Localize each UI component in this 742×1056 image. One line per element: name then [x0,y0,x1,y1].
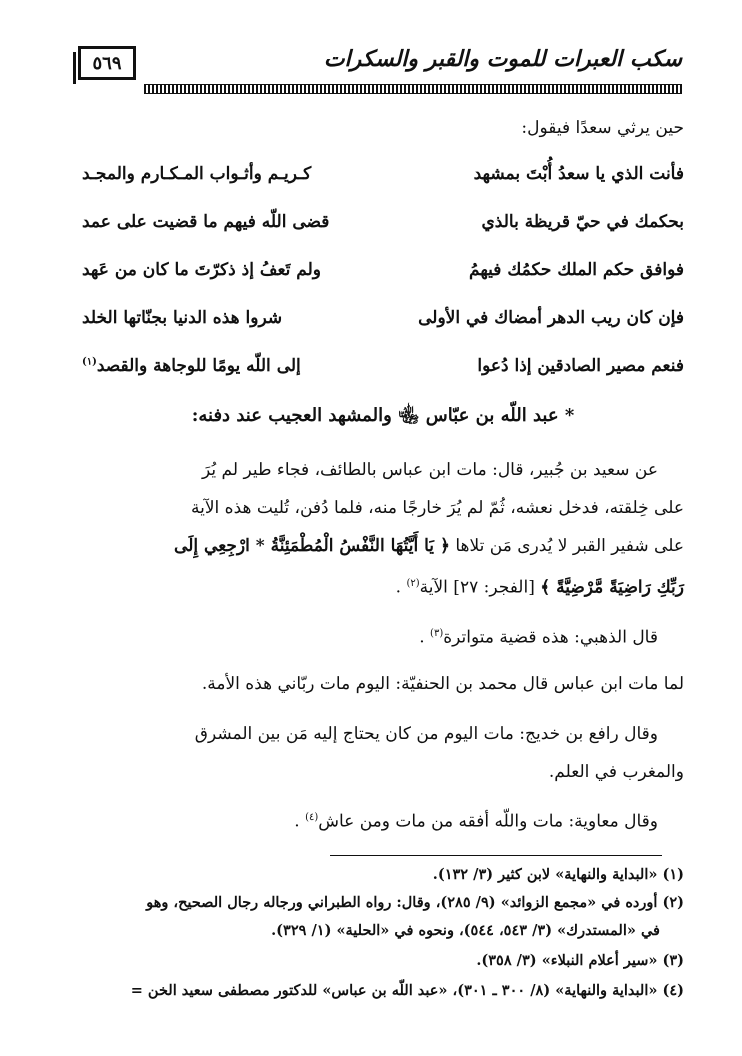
verse-first-hemistich: فوافق حكم الملك حكمُك فيهمُ [469,260,684,280]
paragraph-line [82,534,684,558]
verse-first-hemistich: فإن كان ريب الدهر أمضاك في الأولى [418,308,684,328]
footnote: (١) «البداية والنهاية» لابن كثير (٣/ ١٣٢). [432,866,684,883]
verse-second-hemistich: شروا هذه الدنيا بجنّاتها الخلد [82,308,283,328]
verse-text: إلى اللّه يومًا للوجاهة والقصد [96,356,301,376]
footnote-ref: (١) [82,356,97,368]
footnote-ref: (٣) [430,628,444,639]
footnote: (٢) أورده في «مجمع الزوائد» (٩/ ٢٨٥)، وقال: رواه الطبراني ورجاله رجال الصحيح، وهو [146,894,684,911]
footnote: في «المستدرك» (٣/ ٥٤٣، ٥٤٤)، ونحوه في «الحلية» (١/ ٣٢٩). [271,922,660,939]
dhahabi-text: قال الذهبي: هذه قضية متواترة [443,627,658,648]
paragraph-text: على شفير القبر لا يُدرى مَن تلاها [455,536,684,556]
intro-line: حين يرثي سعدًا فيقول: [521,118,684,138]
footnote-ref: (٢) [406,578,420,589]
verse-row [82,260,684,290]
section-heading: * عبد اللّه بن عبّاس ﵄ والمشهد العجيب عند دفنه: [191,405,575,426]
footnote-ref: (٤) [305,812,319,823]
quran-verse: رَبِّكِ رَاضِيَةً مَّرْضِيَّةً ﴾ [540,577,684,598]
verse-row [82,356,684,386]
hanafiyya-line: لما مات ابن عباس قال محمد بن الحنفيّة: اليوم مات ربّاني هذه الأمة. [201,674,684,694]
verse-first-hemistich: فنعم مصير الصادقين إذا دُعوا [477,356,684,376]
rafi-line: والمغرب في العلم. [548,762,684,782]
verse-second-hemistich: كـريـم وأثـواب المـكـارم والمجـد [82,164,312,184]
verse-second-hemistich [82,356,301,376]
footnote-divider [330,855,662,856]
footnote: (٤) «البداية والنهاية» (٨/ ٣٠٠ ـ ٣٠١)، «عبد اللّه بن عباس» للدكتور مصطفى سعيد الخن = [130,982,684,999]
muawiya-line: وقال معاوية: مات واللّه أفقه من مات ومن عاش$^{(٤)}$ . [294,811,658,832]
paragraph-line: على خِلقته، فدخل نعشه، ثُمّ لم يُرَ خارجًا منه، فلما دُفن، تُليت هذه الآية [191,498,684,518]
paragraph-line: عن سعيد بن جُبير، قال: مات ابن عباس بالطائف، فجاء طير لم يُرَ [202,460,658,480]
verse-first-hemistich: فأنت الذي يا سعدُ أُبْتَ بمشهد [473,164,684,184]
header-rule [144,84,682,94]
muawiya-text: وقال معاوية: مات واللّه أفقه من مات ومن عاش [318,811,658,832]
verse-second-hemistich: ولم تَعفُ إذ ذكرّتَ ما كان من عَهد [82,260,321,280]
verse-row [82,212,684,242]
page-number: ٥٦٩ [78,46,136,80]
dhahabi-line: قال الذهبي: هذه قضية متواترة$^{(٣)}$ . [419,627,658,648]
verse-first-hemistich: بحكمك في حيّ قريظة بالذي [481,212,684,232]
footnote: (٣) «سير أعلام النبلاء» (٣/ ٣٥٨). [476,952,684,969]
verse-row [82,308,684,338]
verse-row [82,164,684,194]
paragraph-line: رَبِّكِ رَاضِيَةً مَّرْضِيَّةً ﴾ [الفجر: ٢٧] الآية$^{(٢)}$ . [395,577,684,598]
page-header [78,46,682,94]
quran-citation: [الفجر: ٢٧] الآية [419,577,535,598]
verse-second-hemistich: قضى اللّه فيهم ما قضيت على عمد [82,212,330,232]
running-title: سكب العبرات للموت والقبر والسكرات [323,46,682,72]
quran-verse: ﴿ يَا أَيَّتُهَا النَّفْسُ الْمُطْمَئِنَّةُ * ارْجِعِي إِلَى [174,536,450,556]
rafi-line: وقال رافع بن خديج: مات اليوم من كان يحتاج إليه مَن بين المشرق [194,724,658,744]
